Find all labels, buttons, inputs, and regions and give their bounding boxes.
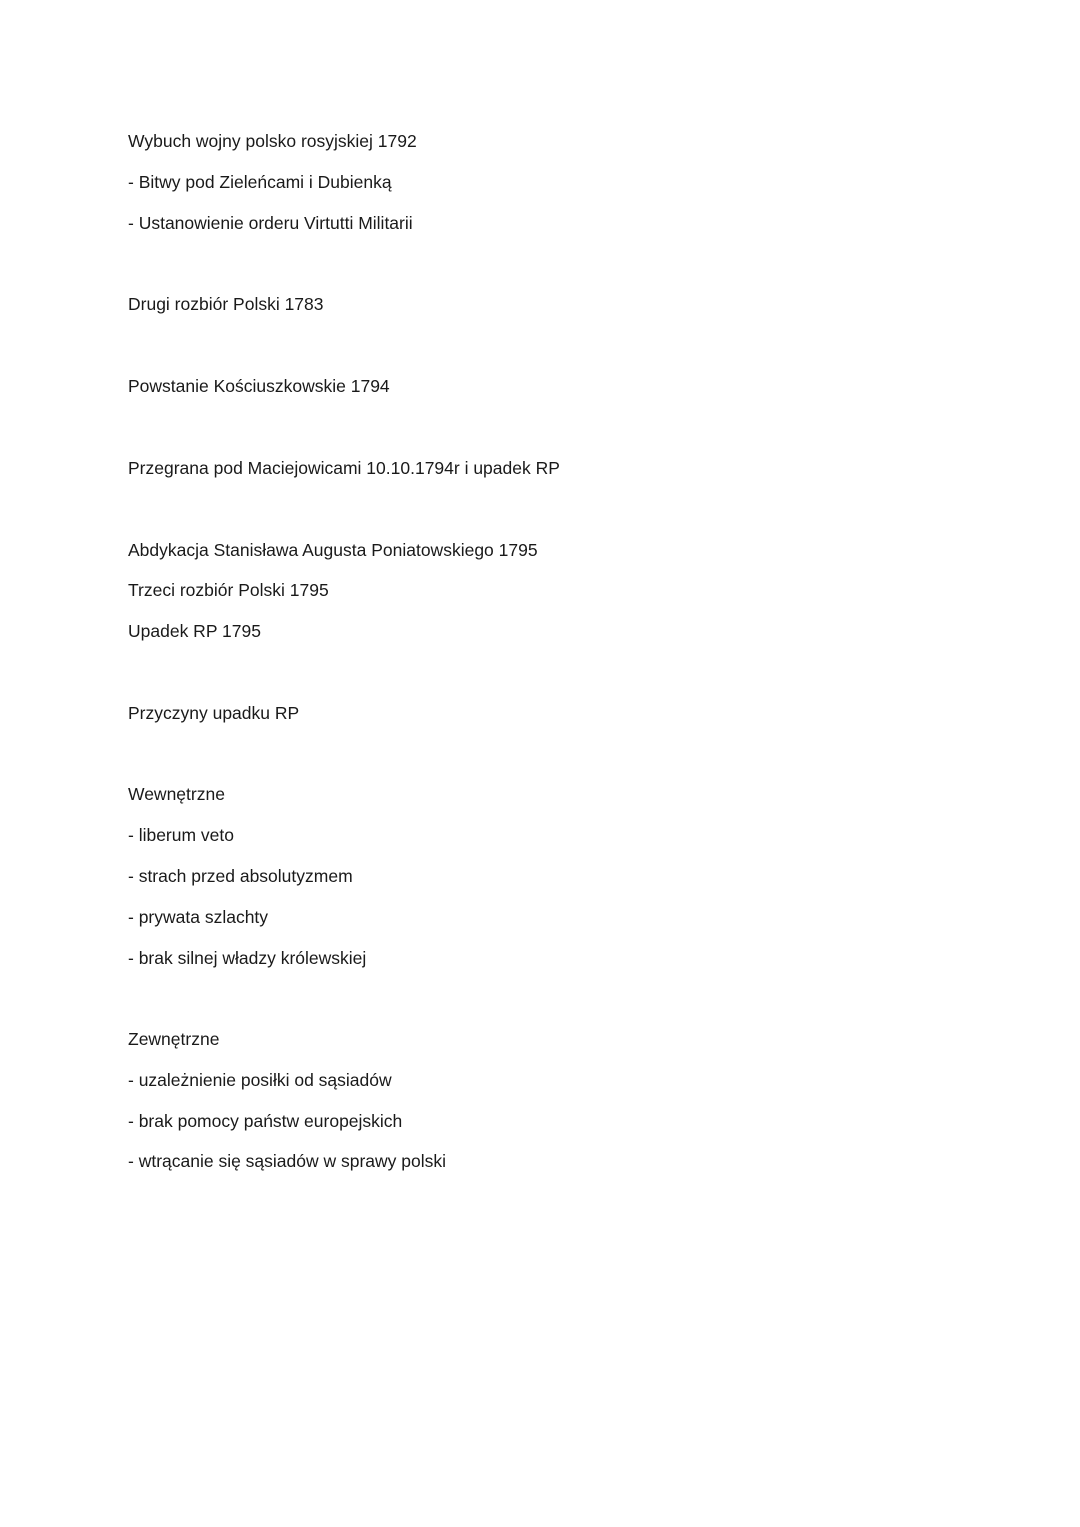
text-line-kosciuszko-uprising: Powstanie Kościuszkowskie 1794 xyxy=(128,376,390,396)
list-item-nobility-privacy: - prywata szlachty xyxy=(128,907,269,927)
text-line-battles: - Bitwy pod Zieleńcami i Dubienką xyxy=(128,172,392,192)
heading-internal: Wewnętrzne xyxy=(128,784,225,804)
heading-external: Zewnętrzne xyxy=(128,1029,220,1049)
heading-causes: Przyczyny upadku RP xyxy=(128,703,300,723)
text-line-order-virtuti: - Ustanowienie orderu Virtutti Militarii xyxy=(128,213,413,233)
text-line-fall-of-rp: Upadek RP 1795 xyxy=(128,621,261,641)
list-item-liberum-veto: - liberum veto xyxy=(128,825,235,845)
list-item-neighbor-interference: - wtrącanie się sąsiadów w sprawy polski xyxy=(128,1151,447,1171)
list-item-no-european-help: - brak pomocy państw europejskich xyxy=(128,1111,403,1131)
text-line-third-partition: Trzeci rozbiór Polski 1795 xyxy=(128,580,329,600)
text-line-maciejowice-defeat: Przegrana pod Maciejowicami 10.10.1794r i upadek RP xyxy=(128,458,560,478)
text-line-war-outbreak: Wybuch wojny polsko rosyjskiej 1792 xyxy=(128,131,417,151)
list-item-fear-absolutism: - strach przed absolutyzmem xyxy=(128,866,353,886)
text-line-second-partition: Drugi rozbiór Polski 1783 xyxy=(128,294,324,314)
list-item-weak-royal-power: - brak silnej władzy królewskiej xyxy=(128,948,367,968)
list-item-dependence-neighbors: - uzależnienie posiłki od sąsiadów xyxy=(128,1070,392,1090)
text-line-abdication: Abdykacja Stanisława Augusta Poniatowskiego 1795 xyxy=(128,540,538,560)
